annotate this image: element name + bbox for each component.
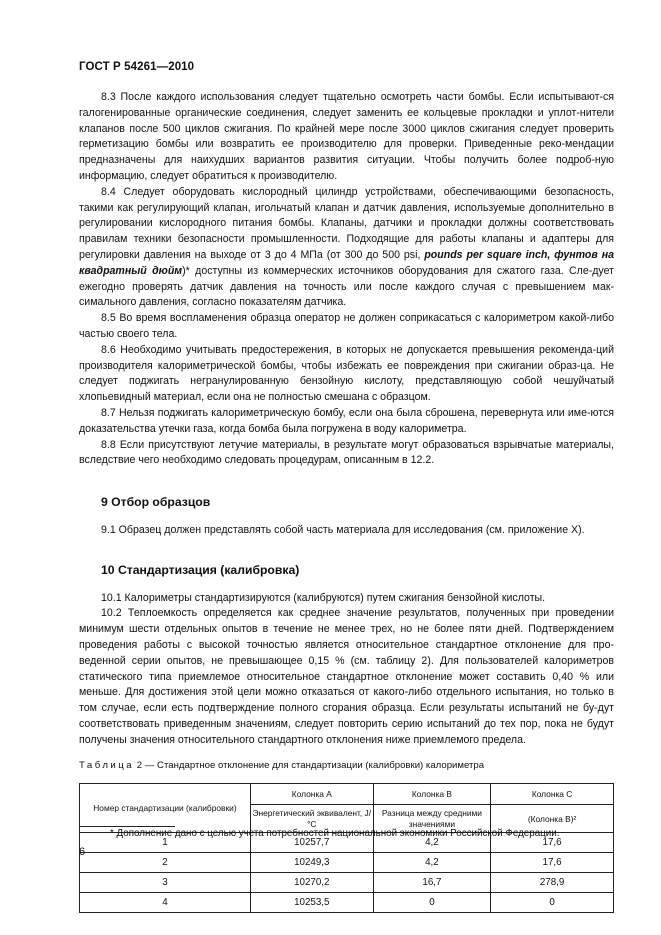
paragraph-8-6: 8.6 Необходимо учитывать предостережения, в которых не допускается превышения рекоменда-ций производителя калориметрической бомбы, чтобы избежать ее повреждения при сжигании образ-ца. Не следует поджигать негранулированную бензойную кислоту, представляющую собой чешуйчатый хлопьевидный материал, если она не полностью смешана с образцом.	[79, 343, 614, 404]
document-header: ГОСТ Р 54261—2010	[79, 61, 195, 73]
header-col-a: Колонка A	[250, 784, 373, 805]
page-number: 6	[79, 846, 86, 858]
section-9-heading: 9 Отбор образцов	[101, 495, 211, 510]
section-10-heading: 10 Стандартизация (калибровка)	[101, 562, 300, 577]
table-row: 3 10270,2 16,7 278,9	[80, 873, 614, 893]
paragraph-10-2: 10.2 Теплоемкость определяется как среднее значение результатов, полученных при проведении минимум шести отдельных опытов в течение не менее трех, но не более пяти дней. Подтверждением проведения работы с высокой точностью является относительное стандартное отклонение для про-веденной серии опытов, не превышающее 0,15 % (см. таблицу 2). Для пользователей калориметров статического типа приемлемое относительное стандартное отклонение может составить 0,40 % или меньше. Для достижения этой цели можно отказаться от какого-либо отдельного испытания, но только в том случае, если есть подтверждение полного сгорания образца. Если результаты испытаний не бу-дут соответствовать приведенным значениям, следует повторить серию испытаний до тех пор, пока не будут получены значения относительного стандартного отклонения ниже приемлемого предела.	[79, 607, 614, 746]
paragraph-8-8: 8.8 Если присутствуют летучие материалы, в результате могут образоваться взрывчатые материалы, вследствие чего необходимо следовать процедурам, описанным в 12.2.	[79, 438, 614, 467]
paragraph-10-1: 10.1 Калориметры стандартизируются (калибруются) путем сжигания бензойной кислоты.	[101, 591, 546, 604]
calibration-table	[79, 783, 614, 913]
paragraph-8-4: 8.4 Следует оборудовать кислородный цилиндр устройствами, обеспечивающими безопасность, такими как регулирующий клапан, игольчатый клапан и датчик давления, используемые дополнительно в регулировании кислородного питания бомбы. Клапаны, датчики и прокладки должны соответствовать правилам техники безопасности промышленности. Подходящие для работы клапаны и адаптеры для регулировки давления на выходе от 3 до 4 МПа (от 300 до 500 psi, pounds per square inch, фунтов на квадратный дюйм)* доступны из коммерческих источников оборудования для сжатого газа. Сле-дует ежегодно проверять датчик давления на точность или после каждого случая с превышением мак-симального давления, согласно показателям датчика.	[79, 185, 615, 309]
header-calibration-number: Номер стандартизации (калибровки)	[80, 784, 251, 833]
table-row: 1 10257,7 4,2 17,6	[80, 833, 614, 853]
header-col-b: Колонка B	[373, 784, 490, 805]
table-row: 2 10249,3 4,2 17,6	[80, 853, 614, 873]
paragraph-8-3: 8.3 После каждого использования следует тщательно осмотреть части бомбы. Если испытывают-ся галогенированные органические соединения, следует заменить ее кольцевые прокладки и уплот-нители клапанов после 500 циклов сжигания. По крайней мере после 3000 циклов сжигания следует проверить герметизацию бомбы или возвратить ее производителю для проверки. Приведенные реко-мендации предназначены для наихудших вариантов развития ситуации. Чтобы получить более подроб-ную информацию, следует обратиться к производителю.	[79, 91, 614, 182]
header-col-c: Колонка C	[491, 784, 614, 805]
table-row: 4 10253,5 0 0	[80, 893, 614, 913]
page-body	[79, 90, 614, 913]
subheader-col-b: Разница между средними значениями	[373, 805, 490, 833]
footnote: * Дополнение дано с целью учета потребностей национальной экономики Российской Федерации.	[110, 828, 560, 839]
subheader-col-c: (Колонка B)²	[491, 805, 614, 833]
emphasis-units: pounds per square inch, фунтов на квадратный дюйм	[79, 248, 614, 277]
paragraph-8-7: 8.7 Нельзя поджигать калориметрическую бомбу, если она была сброшена, перевернута или име-ются доказательства утечки газа, когда бомба была погружена в воду калориметра.	[79, 406, 614, 435]
table-caption: Таблица 2 — Стандартное отклонение для стандартизации (калибровки) калориметра	[79, 760, 485, 772]
paragraph-8-5: 8.5 Во время воспламенения образца оператор не должен соприкасаться с калориметром какой-либо частью своего тела.	[79, 312, 614, 340]
footnote-divider	[79, 826, 175, 827]
subheader-col-a: Энергетический эквивалент, J/°C	[250, 805, 373, 833]
paragraph-9-1: 9.1 Образец должен представлять собой часть материала для исследования (см. приложение X).	[101, 523, 585, 536]
